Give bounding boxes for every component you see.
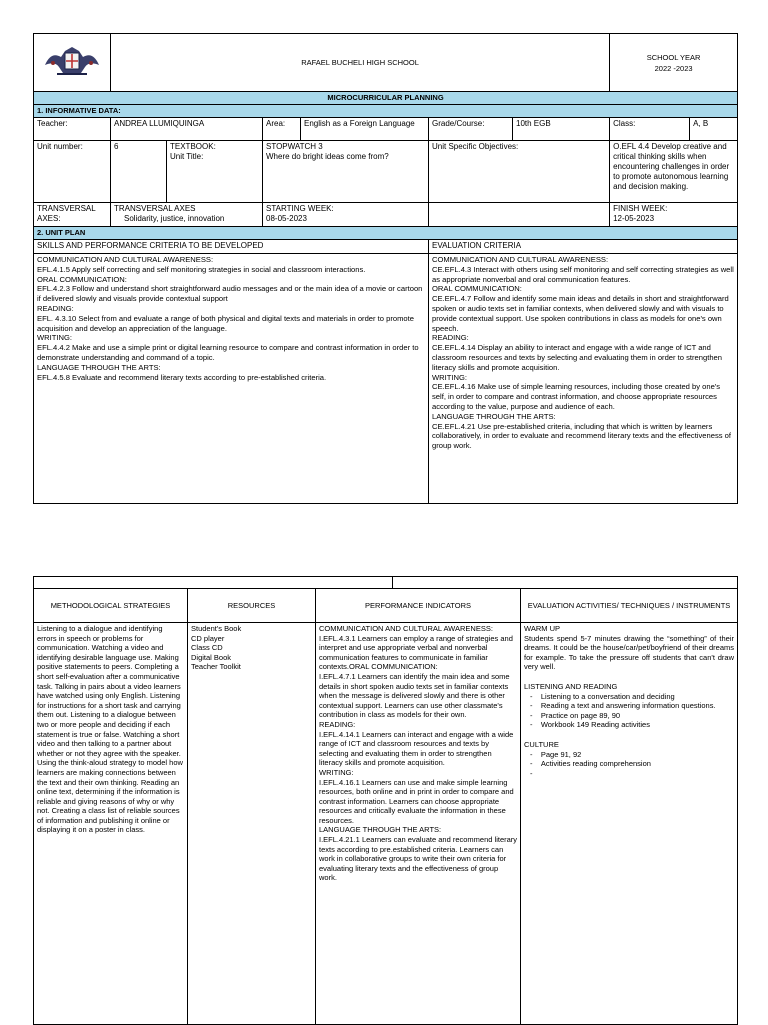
starting-week [263, 203, 429, 227]
textbook-labels [167, 141, 263, 203]
skills-header: SKILLS AND PERFORMANCE CRITERIA TO BE DEVELOPED [34, 240, 429, 254]
performance-line: I.EFL.4.7.1 Learners can identify the main idea and some details in short spoken audio texts set in familiar contexts when the message is delivered slowly and there is other contextual support. Learners can use other classmate's contribution in class as models for their own. [319, 671, 510, 720]
culture-title: CULTURE [524, 739, 559, 749]
finish-week-label: FINISH WEEK: [613, 204, 668, 213]
plan-title: MICROCURRICULAR PLANNING [34, 92, 738, 105]
col-methodological: METHODOLOGICAL STRATEGIES [34, 589, 188, 623]
objectives-label: Unit Specific Objectives: [429, 141, 610, 203]
skills-line: COMMUNICATION AND CULTURAL AWARENESS: [37, 255, 214, 264]
area-label: Area: [263, 118, 301, 141]
skills-line: ORAL COMMUNICATION: [37, 274, 127, 284]
evaluation-line: CE.EFL.4.16 Make use of simple learning resources, including those created by one's self, in order to compare and contrast information, and choose appropriate resources according to the value, purpose and audience of each. [432, 382, 721, 411]
skills-line: LANGUAGE THROUGH THE ARTS: [37, 362, 161, 372]
unit-title-label: Unit Title: [170, 152, 204, 161]
listening-item: - Reading a text and answering information questions. [530, 701, 716, 711]
performance-line: I.EFL.4.3.1 Learners can employ a range of strategies and interpret and use appropriate verbal and nonverbal communication features to communicate in familiar contexts.ORAL COMMUNICATION: [319, 633, 513, 672]
evaluation-line: CE.EFL.4.7 Follow and identify some main ideas and details in short and straightforward spoken or audio texts set in familiar contexts, when delivered slowly and with visuals to provide contextual support. Use spoken contributions in class as models for one's own speech. [432, 294, 729, 333]
listening-title: LISTENING AND READING [524, 681, 618, 691]
transversal-label: TRANSVERSAL AXES: [34, 203, 111, 227]
finish-week-value: 12-05-2023 [613, 214, 655, 223]
school-year [610, 34, 738, 92]
area-value: English as a Foreign Language [301, 118, 429, 141]
skills-criteria [34, 254, 429, 504]
school-crest-icon [41, 43, 103, 79]
col-evaluation: EVALUATION ACTIVITIES/ TECHNIQUES / INSTRUMENTS [521, 589, 738, 623]
listening-item: - Listening to a conversation and deciding [530, 691, 675, 701]
microcurricular-table [33, 33, 738, 504]
transversal-axes [111, 203, 263, 227]
unit-number-value: 6 [111, 141, 167, 203]
skills-line: EFL. 4.3.10 Select from and evaluate a range of both physical and digital texts and materials in order to promote acquisition and develop an appreciation of the language. [37, 313, 414, 333]
evaluation-line: CE.EFL.4.3 Interact with others using self monitoring and self correcting strategies as well as appropriate nonverbal and oral communication features. [432, 264, 734, 284]
culture-item: - Activities reading comprehension [530, 759, 651, 769]
listening-item: - Practice on page 89, 90 [530, 710, 621, 720]
skills-line: WRITING: [37, 333, 73, 343]
evaluation-line: READING: [432, 333, 469, 343]
unit-plan-section-title: 2. UNIT PLAN [34, 227, 738, 240]
transversal-axes-title: TRANSVERSAL AXES [114, 204, 196, 213]
starting-week-label: STARTING WEEK: [266, 204, 334, 213]
teacher-value: ANDREA LLUMIQUINGA [111, 118, 263, 141]
resource-item: Digital Book [191, 652, 232, 662]
empty-cell [429, 203, 610, 227]
skills-line: EFL.4.5.8 Evaluate and recommend literary texts according to pre-established criteria. [37, 372, 327, 382]
resource-item: Teacher Toolkit [191, 662, 241, 672]
grade-label: Grade/Course: [429, 118, 513, 141]
textbook-values [263, 141, 429, 203]
evaluation-header: EVALUATION CRITERIA [429, 240, 738, 254]
skills-line: EFL.4.1.5 Apply self correcting and self monitoring strategies in social and classroom interactions. [37, 264, 366, 274]
strategies-table [33, 576, 738, 1025]
teacher-label: Teacher: [34, 118, 111, 141]
grade-value: 10th EGB [513, 118, 610, 141]
top-empty-cell [34, 577, 393, 589]
class-value: A, B [690, 118, 738, 141]
unit-number-label: Unit number: [34, 141, 111, 203]
evaluation-line: COMMUNICATION AND CULTURAL AWARENESS: [432, 255, 609, 264]
starting-week-value: 08-05-2023 [266, 214, 307, 223]
textbook-label: TEXTBOOK: [170, 142, 216, 151]
methodological-strategies: Listening to a dialogue and identifying errors in speech or problems for communication. Watching a video and identifying desirable language use. Making positive statements to peers. Completing a short self-evaluation after a communicative task. Talking in pairs about a video learners have watched using only English. Listening for instructions for a short task and carrying them out. Listening to a dialogue between two or more people and deciding if each statement is true or false. Watching a short video and then talking to a partner about whether or not they agree with the speaker. Using the think-aloud strategy to model how learners are making connections between the text and their own thinking. Reading an online text, determining if the information is reliable and giving reasons of why or why not. Creating a class list of reliable sources of information and publishing it online or displaying it on a poster in class. [34, 623, 188, 1025]
evaluation-line: LANGUAGE THROUGH THE ARTS: [432, 411, 556, 421]
performance-line: COMMUNICATION AND CULTURAL AWARENESS: [319, 624, 493, 633]
performance-line: I.EFL.4.14.1 Learners can interact and engage with a wide range of ICT and classroom resources and texts by selecting and evaluating them in order to strengthen literacy skills and promote acquisition. [319, 729, 514, 768]
col-resources: RESOURCES [188, 589, 316, 623]
evaluation-line: CE.EFL.4.21 Use pre-established criteria, including that which is written by learners collaboratively, in order to evaluate and recommend literary texts and the effectiveness of group work. [432, 421, 731, 451]
evaluation-activities [521, 623, 738, 1025]
performance-line: WRITING: [319, 767, 354, 777]
warmup-title: WARM UP [524, 624, 560, 633]
evaluation-line: WRITING: [432, 372, 468, 382]
col-performance: PERFORMANCE INDICATORS [316, 589, 521, 623]
school-name: RAFAEL BUCHELI HIGH SCHOOL [111, 34, 610, 92]
top-empty-cell [393, 577, 738, 589]
resource-item: Student's Book [191, 624, 242, 633]
unit-title-value: Where do bright ideas come from? [266, 152, 389, 161]
evaluation-line: CE.EFL.4.14 Display an ability to interact and engage with a wide range of ICT and classroom resources and texts by selecting and evaluating them in order to strengthen literacy skills and promote acquisition. [432, 343, 722, 372]
resource-item: CD player [191, 633, 225, 643]
evaluation-criteria [429, 254, 738, 504]
school-year-value: 2022 -2023 [654, 63, 693, 73]
resource-item: Class CD [191, 643, 223, 653]
finish-week [610, 203, 738, 227]
warmup-text: Students spend 5-7 minutes drawing the “something” of their dreams. It could be the house/car/pet/boyfriend of their dreams for example. To take the pressure off students that can't draw very well. [524, 633, 735, 672]
transversal-axes-value: Solidarity, justice, innovation [124, 214, 225, 223]
performance-line: READING: [319, 719, 356, 729]
skills-line: READING: [37, 303, 74, 313]
performance-line: I.EFL.4.21.1 Learners can evaluate and recommend literary texts according to pre.established criteria. Learners can work in collaborative groups to write their own criteria for evaluating literary texts and the effectiveness of group work. [319, 835, 518, 883]
school-year-label: SCHOOL YEAR [646, 52, 701, 62]
class-label: Class: [610, 118, 690, 141]
skills-line: EFL.4.4.2 Make and use a simple print or digital learning resource to compare and contrast information in order to demonstrate understanding and command of a topic. [37, 343, 419, 362]
skills-line: EFL.4.2.3 Follow and understand short straightforward audio messages and or the main idea of a movie or cartoon if delivered slowly and visuals provide contextual support [37, 284, 423, 304]
performance-line: I.EFL.4.16.1 Learners can use and make simple learning resources, both online and in print in order to compare and contrast information. Learners can choose appropriate resources and critically evaluate the information in these resources. [319, 777, 514, 825]
logo-cell [34, 34, 111, 92]
objectives-value: O.EFL 4.4 Develop creative and critical thinking skills when encountering challenges in order to promote autonomous learning and decision making. [610, 141, 738, 203]
listening-item: - Workbook 149 Reading activities [530, 720, 650, 730]
culture-item: - [530, 768, 541, 778]
performance-line: LANGUAGE THROUGH THE ARTS: [319, 825, 442, 835]
performance-indicators [316, 623, 521, 1025]
resources-list [188, 623, 316, 1025]
evaluation-line: ORAL COMMUNICATION: [432, 284, 522, 294]
textbook-value: STOPWATCH 3 [266, 142, 323, 151]
informative-section-title: 1. INFORMATIVE DATA: [34, 105, 738, 118]
culture-item: - Page 91, 92 [530, 749, 582, 759]
